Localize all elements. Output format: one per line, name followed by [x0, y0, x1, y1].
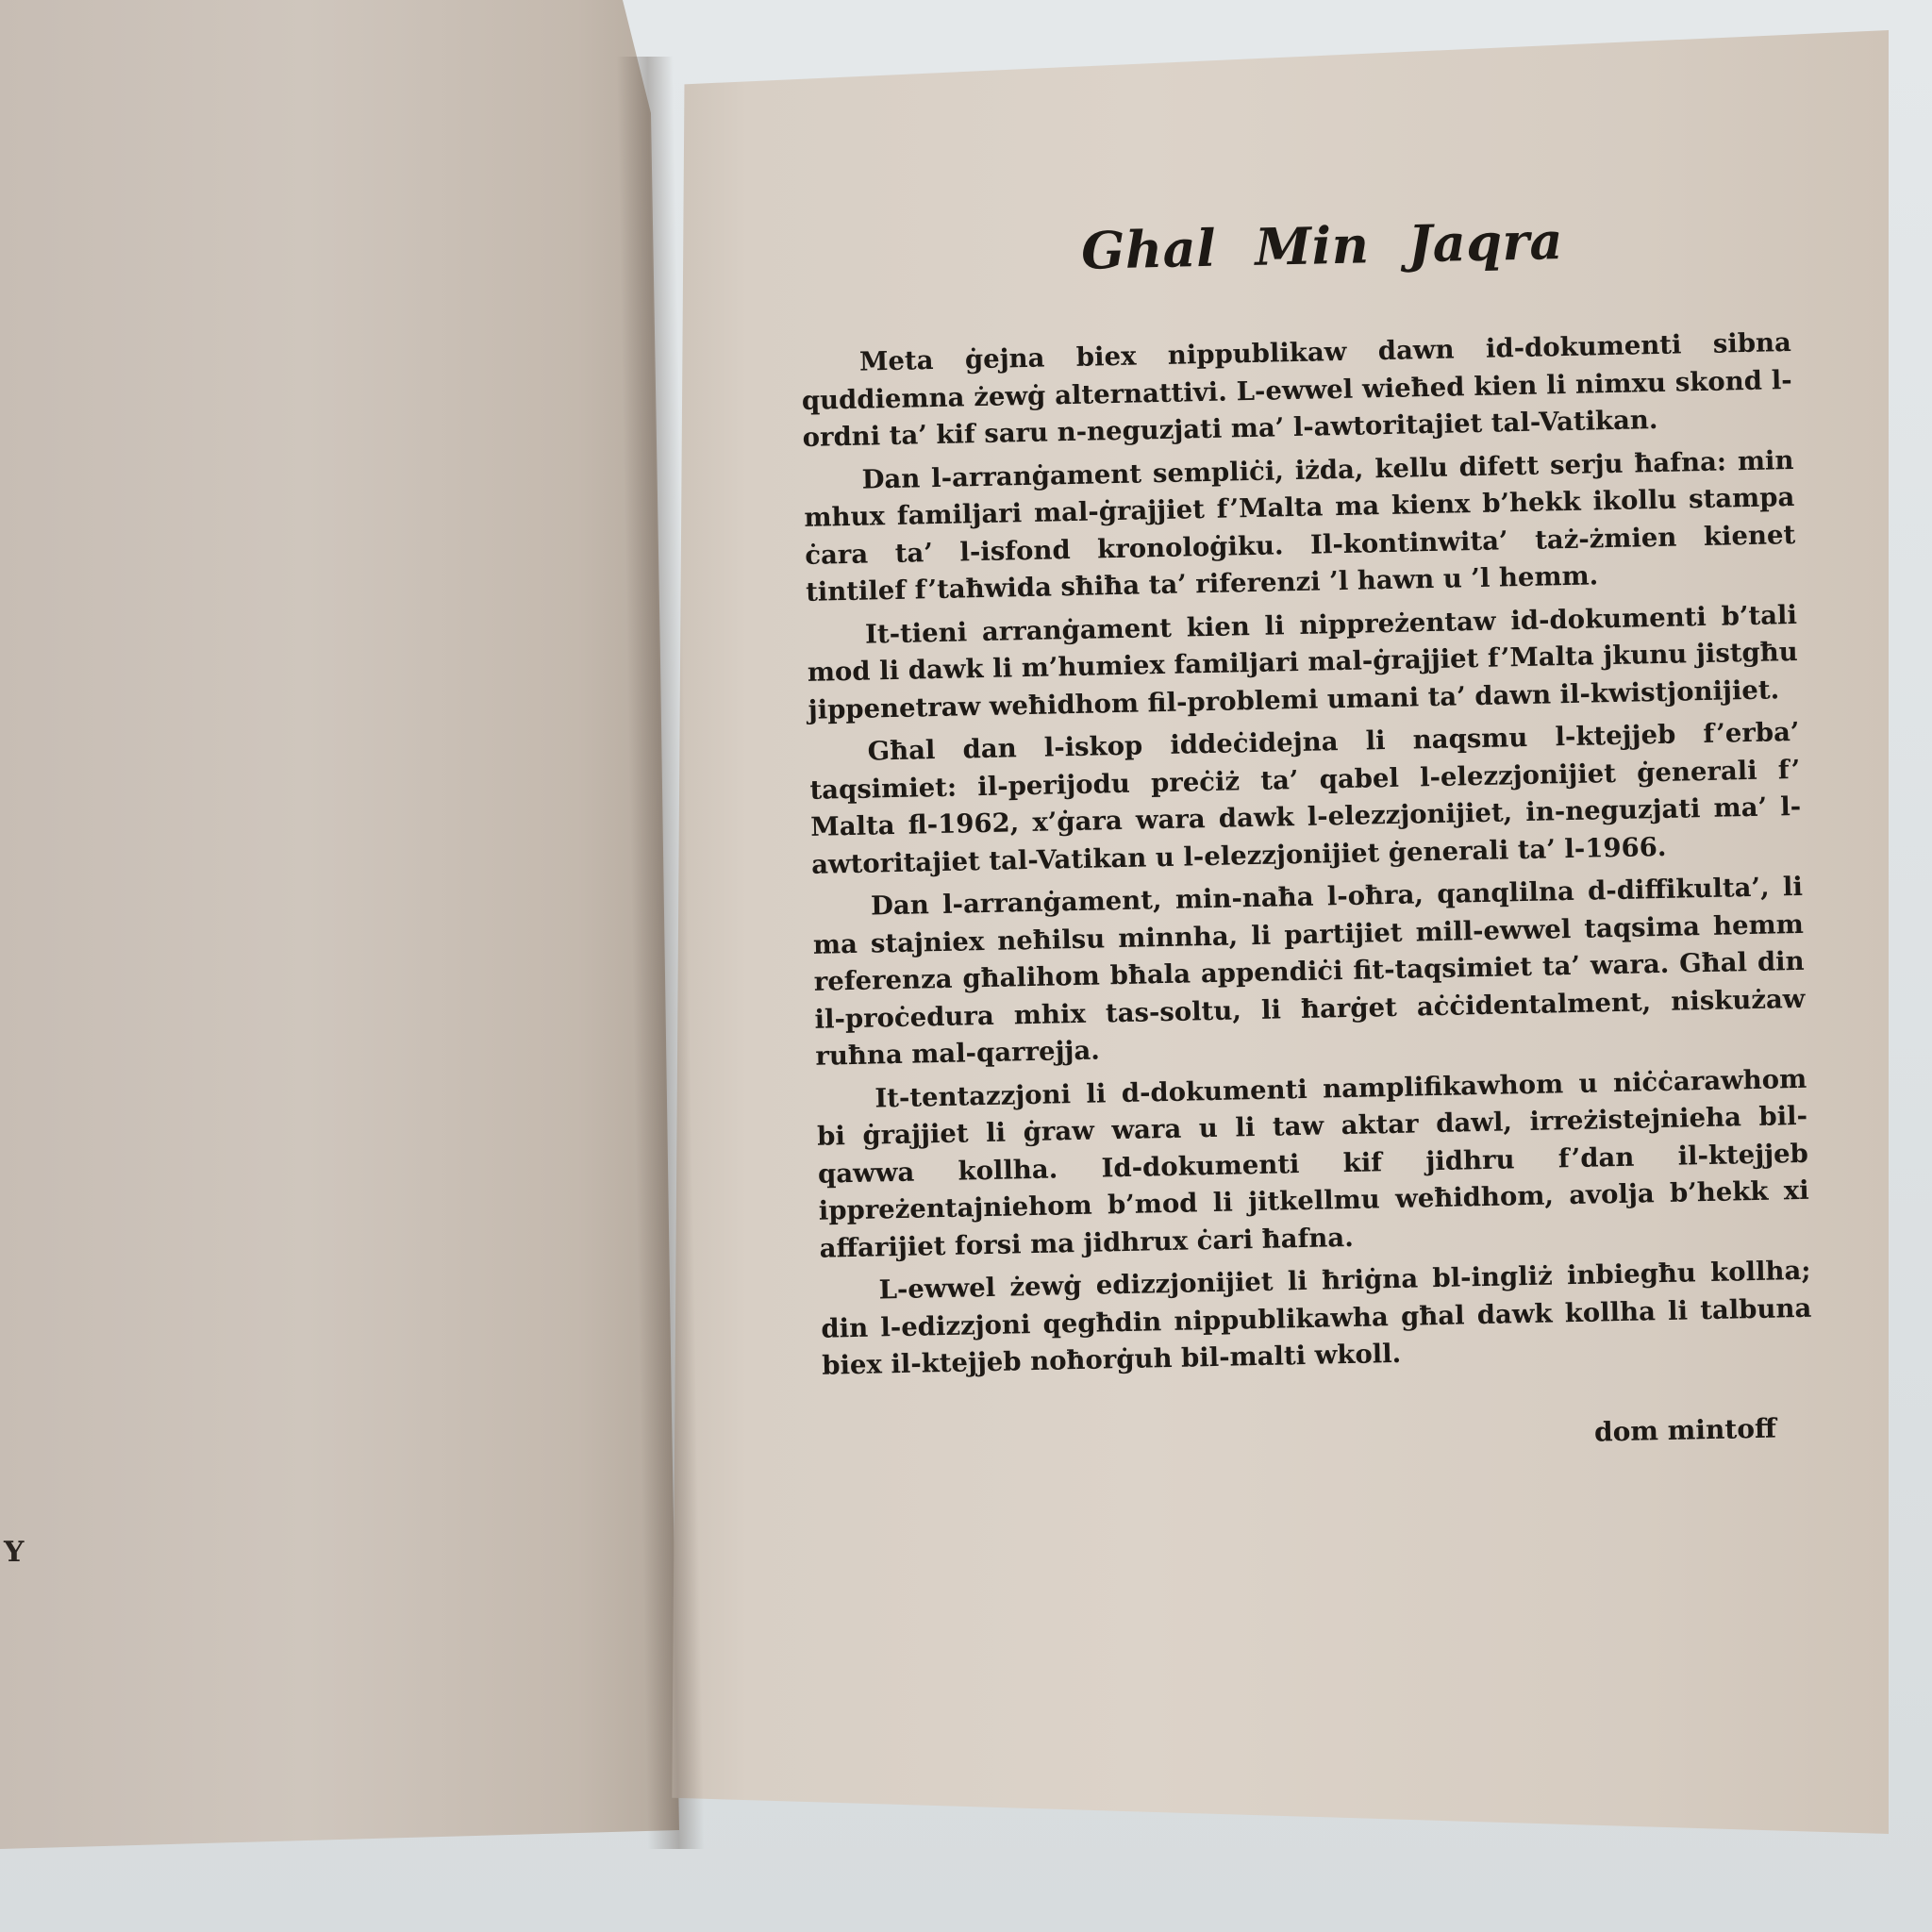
- paragraph-4: Għal dan l-iskop iddeċidejna li naqsmu l-ktejjeb f’erba’ taqsimiet: il-perijodu preċiż ta’ qabel l-elezzjonijiet ġenerali f’ Malta fl-1962, x’ġara wara dawk l-elezzjonijiet, in-neguzjati ma’ l-awtoritajiet tal-Vatikan u l-elezzjonijiet ġenerali ta’ l-1966.: [809, 716, 1802, 880]
- paragraph-7: L-ewwel żewġ edizzjonijiet li ħriġna bl-ingliż inbiegħu kollha; din l-edizzjoni qegħdin nippublikawha għal dawk kollha li talbuna biex il-ktejjeb noħorġuh bil-malti wkoll.: [821, 1255, 1812, 1381]
- paragraph-3: It-tieni arranġament kien li nippreżentaw id-dokumenti b’tali mod li dawk li m’humiex familjari mal-ġrajjiet f’Malta jkunu jistgħu jippenetraw weħidhom fil-problemi umani ta’ dawn il-kwistjonijiet.: [807, 599, 1799, 725]
- page-text-block: [798, 206, 1814, 1463]
- paragraph-5: Dan l-arranġament, min-naħa l-oħra, qanqlilna d-diffikulta’, li ma stajniex neħilsu minnha, li partijiet mill-ewwel taqsima hemm referenza għalihom bħala appendiċi fit-taqsimiet ta’ wara. Għal din il-proċedura mhix tas-soltu, li ħarġet aċċidentalment, niskużaw ruħna mal-qarrejja.: [812, 871, 1806, 1072]
- page-title: Ghal Min Jaqra: [1080, 210, 1564, 281]
- left-page: [0, 0, 679, 1932]
- author-signature: dom mintoff: [1593, 1412, 1777, 1448]
- paragraph-1: Meta ġejna biex nippublikaw dawn id-dokumenti sibna quddiemna żewġ alternattivi. L-ewwel wieħed kien li nimxu skond l-ordni ta’ kif saru n-neguzjati ma’ l-awtoritajiet tal-Vatikan.: [801, 326, 1792, 453]
- paragraph-2: Dan l-arranġament sempliċi, iżda, kellu difett serju ħafna: min mhux familjari mal-ġrajjiet f’Malta ma kienx b’hekk ikollu stampa ċara ta’ l-isfond kronoloġiku. Il-kontinwita’ taż-żmien kienet tintilef f’taħwida sħiħa ta’ riferenzi ’l hawn u ’l hemm.: [804, 444, 1796, 608]
- left-page-margin-fragment: Y: [4, 1536, 25, 1569]
- paragraph-6: It-tentazzjoni li d-dokumenti namplifikawhom u niċċarawhom bi ġrajjiet li ġraw wara u li taw aktar dawl, irreżistejnieha bil-qawwa kollha. Id-dokumenti kif jidhru f’dan il-ktejjeb ippreżentajniehom b’mod li jitkellmu weħidhom, avolja b’hekk xi affarijiet forsi ma jidhrux ċari ħafna.: [816, 1063, 1809, 1264]
